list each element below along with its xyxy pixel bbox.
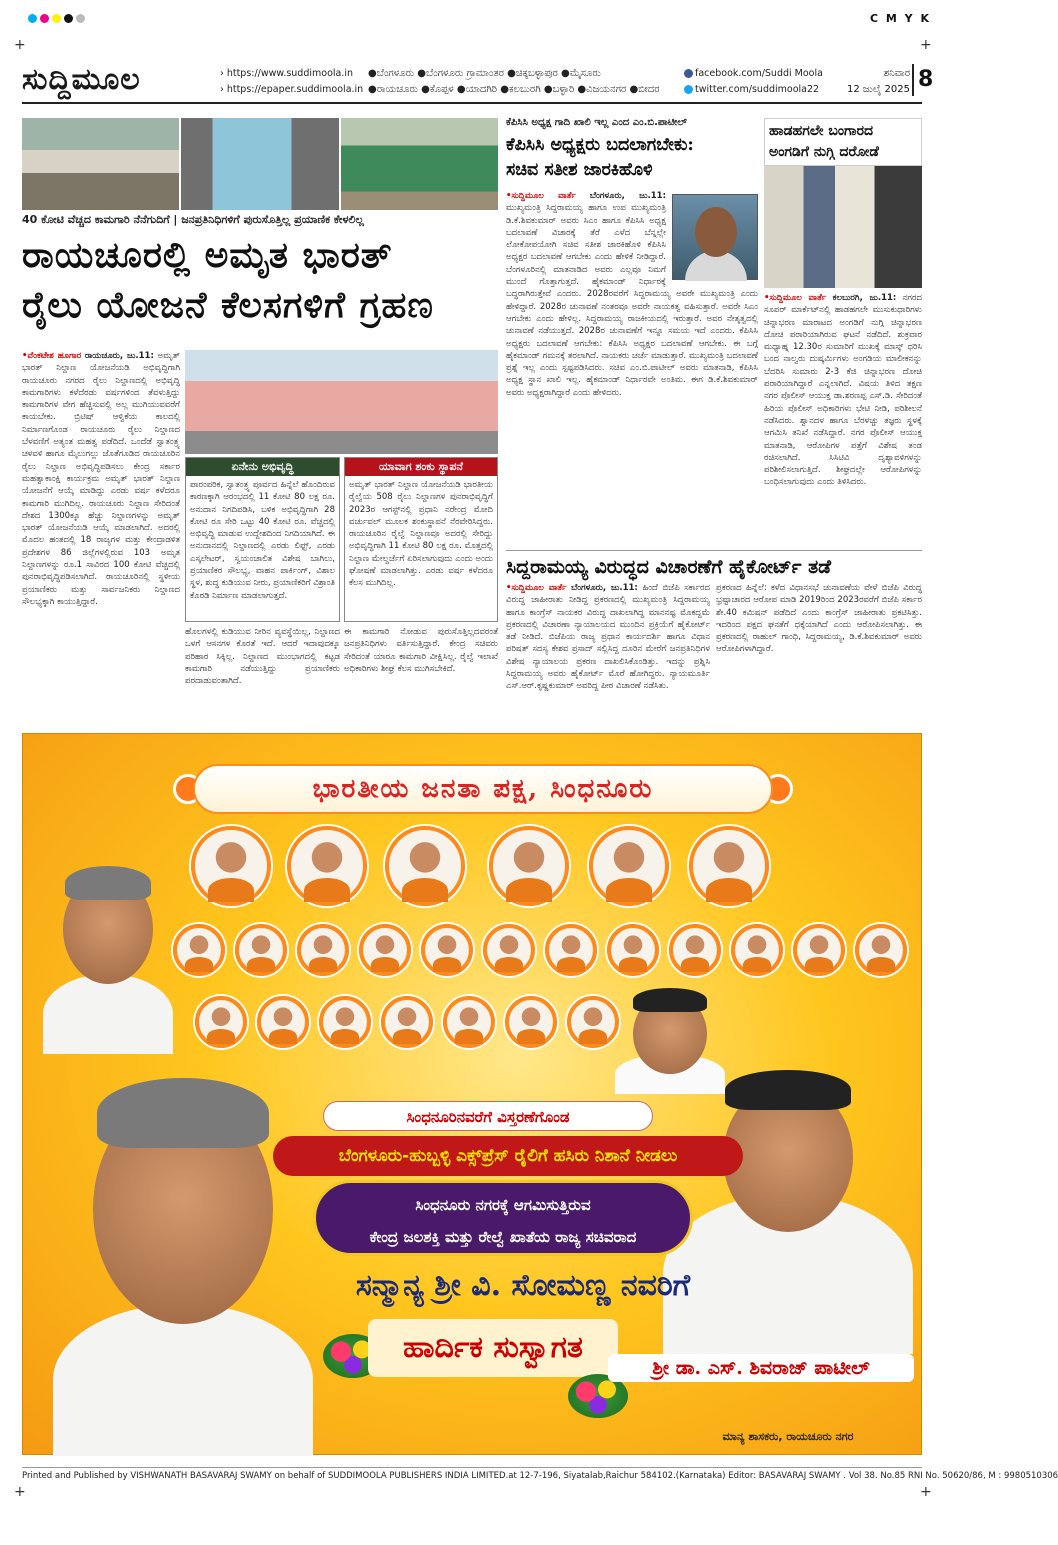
kpcc-dateline: ಬೆಂಗಳೂರು, ಜು.11: [589, 191, 666, 201]
highcourt-text: ಹಿಂದೆ ಬಿಜೆಪಿ ಸರ್ಕಾರದ ವಿರುದ್ಧ ಜಾಹೀರಾತು ನೀಡಿದ್ದ ಪ್ರಕರಣದಲ್ಲಿ ಮುಖ್ಯಮಂತ್ರಿ ಸಿದ್ದರಾಮಯ್ಯ ಹಾಗೂ ಕಾಂಗ್ರೆಸ್ ನಾಯಕರ ವಿರುದ್ಧ ದಾಖಲಾಗಿದ್ದ ಮಾನನಷ್ಟ ಮೊಕದ್ದಮೆ ಪ್ರಕರಣದಲ್ಲಿ ವಿಚಾರಣಾ ನ್ಯಾಯಾಲಯದ ಮುಂದಿನ ಪ್ರಕ್ರಿಯೆಗೆ ಹೈಕೋರ್ಟ್ ತಡೆ ನೀಡಿದೆ. ಬಿಜೆಪಿಯ ರಾಜ್ಯ ಪ್ರಧಾನ ಕಾರ್ಯದರ್ಶಿ ಹಾಗೂ ವಿಧಾನ ಪರಿಷತ್ ಸದಸ್ಯ ಕೇಶವ ಪ್ರಸಾದ್ ಸಲ್ಲಿಸಿದ್ದ ದೂರಿನ ಮೇರೆಗೆ ಜನಪ್ರತಿನಿಧಿಗಳ ವಿಶೇಷ ನ್ಯಾಯಾಲಯ ಪ್ರಕರಣ ದಾಖಲಿಸಿಕೊಂಡಿತ್ತು. ಇದನ್ನು ಪ್ರಶ್ನಿಸಿ ಸಿದ್ದರಾಮಯ್ಯ ಅವರು ಹೈಕೋರ್ಟ್ ಮೊರೆ ಹೋಗಿದ್ದರು. ನ್ಯಾಯಮೂರ್ತಿ ಎಸ್.ಆರ್.ಕೃಷ್ಣಕುಮಾರ್ ಅವರಿದ್ದ ಪೀಠ ವಿಚಾರಣೆ ನಡೆಸಿತು. [506, 583, 711, 692]
leader-photo [793, 924, 845, 976]
leader-photo [689, 826, 769, 906]
highcourt-byline: •ಸುದ್ದಿಮೂಲ ವಾರ್ತೆ [506, 583, 567, 593]
issue-date-text: 12 ಜುಲೈ 2025 [847, 84, 910, 95]
kpcc-headline-line: ಸಚಿವ ಸತೀಶ ಜಾರಕಿಹೊಳಿ [506, 160, 653, 180]
issue-date [830, 66, 910, 98]
crop-mark: + [14, 37, 26, 53]
lead-column [22, 350, 180, 720]
robbery-headline [764, 118, 922, 166]
lead-photo-strip [22, 118, 498, 210]
foundation-info-box [344, 457, 498, 622]
facebook-icon [684, 69, 693, 78]
ad-invite-box [313, 1180, 693, 1256]
info-box-text: ಪಾರಂಪರಿಕ, ಸ್ವಾತಂತ್ರ್ಯ ಪೂರ್ವದ ಹಿನ್ನೆಲೆ ಹೊಂದಿರುವ ಕಾರಣಕ್ಕಾಗಿ ಆರಂಭದಲ್ಲಿ 11 ಕೋಟಿ 80 ಲಕ್ಷ ರೂ. ಅನುದಾನ ನಿಗದಿಪಡಿಸಿ, ಬಳಿಕ ಅಭಿವೃದ್ಧಿಗಾಗಿ 28 ಕೋಟಿ ರೂ ಸೇರಿ ಒಟ್ಟು 40 ಕೋಟಿ ರೂ. ವೆಚ್ಚದಲ್ಲಿ ಅಭಿವೃದ್ಧಿ ಮಾಡುವ ಉದ್ದೇಶದಿಂದ ನಿಗದಿಯಾಗಿದೆ. ಈ ಅನುದಾನದಲ್ಲಿ ನಿಲ್ದಾಣದಲ್ಲಿ ಎರಡು ಲಿಫ್ಟ್, ಎರಡು ಎಸ್ಕಲೇಟರ್, ಸ್ವಯಂಚಾಲಿತ ವಿಶೇಷ ಬಾಗಿಲು, ಪ್ರಯಾಣಿಕರ ಸೌಲಭ್ಯ, ವಾಹನ ಪಾರ್ಕಿಂಗ್, ವಿಶಾಲ ಸ್ಥಳ, ಶುದ್ಧ ಕುಡಿಯುವ ನೀರು, ಪ್ರಯಾಣಿಕರಿಗೆ ವಿಶ್ರಾಂತಿ ಕೊಠಡಿ ನಿರ್ಮಾಣ ಮಾಡಲಾಗುತ್ತದೆ. [190, 480, 335, 601]
print-line: Printed and Published by VISHWANATH BASAVARAJ SWAMY on behalf of SUDDIMOOLA PUBLISHERS INDIA LIMITED.at 12-7-196, Siyatalab,Raichur 584102.(Karnataka) Editor: BASAVARAJ SWAMY . Vol 38. No.85 RNI No. 50620/86, M : 9980510306 [22, 1467, 922, 1481]
leader-photo [319, 996, 371, 1048]
twitter-link[interactable]: twitter.com/suddimoola22 [695, 84, 820, 95]
lead-headline-line: ರೈಲು ಯೋಜನೆ ಕೆಲಸಗಳಿಗೆ ಗ್ರಹಣ [22, 284, 434, 326]
lead-byline: •ವೆಂಕಟೇಶ ಹೂಗಾರ [22, 351, 82, 361]
highcourt-column [506, 582, 710, 722]
leader-photo [607, 924, 659, 976]
ad-line: ಬೆಂಗಳೂರು-ಹುಬ್ಬಳ್ಳಿ ಎಕ್ಸ್‌ಪ್ರೆಸ್ ರೈಲಿಗೆ ಹಸಿರು ನಿಶಾನೆ ನೀಡಲು [273, 1136, 743, 1176]
highcourt-column: ಪ್ರಕರಣದ ಹಿನ್ನೆಲೆ: ಕಳೆದ ವಿಧಾನಸಭೆ ಚುನಾವಣೆಯ ವೇಳೆ ಬಿಜೆಪಿ ವಿರುದ್ಧ ಭ್ರಷ್ಟಾಚಾರದ ಆರೋಪ ಮಾಡಿ 2019ರಿಂದ 2023ರವರೆಗೆ ಬಿಜೆಪಿ ಸರ್ಕಾರ ಶೇ.40 ಕಮಿಷನ್ ಪಡೆದಿದೆ ಎಂದು ಕಾಂಗ್ರೆಸ್ ಜಾಹೀರಾತು ಪ್ರಕಟಿಸಿತ್ತು. ಇದರಿಂದ ಪಕ್ಷದ ಘನತೆಗೆ ಧಕ್ಕೆಯಾಗಿದೆ ಎಂದು ಆರೋಪಿಸಲಾಗಿತ್ತು. ಈ ಪ್ರಕರಣದಲ್ಲಿ ರಾಹುಲ್ ಗಾಂಧಿ, ಸಿದ್ದರಾಮಯ್ಯ, ಡಿ.ಕೆ.ಶಿವಕುಮಾರ್ ಅವರು ಆರೋಪಿಗಳಾಗಿದ್ದಾರೆ. [716, 583, 922, 655]
leader-photo [173, 924, 225, 976]
leader-photo [567, 996, 619, 1048]
robbery-dateline: ಕಲಬುರಗಿ, ಜು.11: [832, 293, 897, 303]
kpcc-text: ಮುಖ್ಯಮಂತ್ರಿ ಸಿದ್ದರಾಮಯ್ಯ ಹಾಗೂ ಉಪ ಮುಖ್ಯಮಂತ್ರಿ ಡಿ.ಕೆ.ಶಿವಕುಮಾರ್ ಅವರು ಸಿಎಂ ಹಾಗೂ ಕೆಪಿಸಿಸಿ ಅಧ್ಯಕ್ಷ ಬದಲಾವಣೆ ವಿಚಾರಕ್ಕೆ ತೆರೆ ಎಳೆದ ಬೆನ್ನಲ್ಲೇ ಲೋಕೋಪಯೋಗಿ ಸಚಿವ ಸತೀಶ ಜಾರಕಿಹೊಳಿ ಕೆಪಿಸಿಸಿ ಅಧ್ಯಕ್ಷರ ಬದಲಾವಣೆ ಆಗಬೇಕು ಎಂದು ಹೇಳಿಕೆ ನೀಡಿದ್ದಾರೆ. ಬೆಂಗಳೂರಿನಲ್ಲಿ ಮಾತನಾಡಿದ ಅವರು ಎಲ್ಲವೂ ನಿಮಗೆ ಮುಂದೆ ಗೊತ್ತಾಗುತ್ತದೆ. ಹೈಕಮಾಂಡ್ ನಿರ್ಧಾರಕ್ಕೆ ಬದ್ಧರಾಗಿರುತ್ತೇವೆ ಎಂದರು. 2028ರವರೆಗೆ ಸಿದ್ದರಾಮಯ್ಯ ಅವರೇ ಮುಖ್ಯಮಂತ್ರಿ ಎಂದು ಹೇಳಿದ್ದಾರೆ. 2028ರ ಚುನಾವಣೆ ನಂತರವೂ ಅವರೇ ನಾಯಕತ್ವ ವಹಿಸುತ್ತಾರೆ. ಅವರೇ ಸಿಎಂ ಆಗಬೇಕು ಎಂದು ಹೇಳಿಲ್ಲ. ಸಿದ್ದರಾಮಯ್ಯ ರಾಜಕೀಯದಲ್ಲಿ ಇರುತ್ತಾರೆ. ಅವರ ನೇತೃತ್ವದಲ್ಲಿ ಚುನಾವಣೆ ನಡೆಯುತ್ತದೆ. 2028ರ ಚುನಾವಣೆಗೆ ಇನ್ನೂ ಸಮಯ ಇದೆ ಎಂದರು. ಕೆಪಿಸಿಸಿ ಅಧ್ಯಕ್ಷರು ಬದಲಾವಣೆ ಆಗಬೇಕು: ಕೆಪಿಸಿಸಿ ಅಧ್ಯಕ್ಷರ ಬದಲಾವಣೆ ಆಗಬೇಕು. ಈ ಬಗ್ಗೆ ಹೈಕಮಾಂಡ್ ಗಮನಕ್ಕೆ ತರಲಾಗಿದೆ. ನಾಯಕರು ಚರ್ಚೆ ಮಾಡುತ್ತಾರೆ. ಮುಖ್ಯಮಂತ್ರಿ ಬದಲಾವಣೆ ಪ್ರಶ್ನೆ ಇಲ್ಲ ಎಂದು ಸ್ಪಷ್ಟಪಡಿಸಿದರು. ಸಚಿವ ಎಂ.ಬಿ.ಪಾಟೀಲ್ ಅವರು ಮಾತನಾಡಿ, ಕೆಪಿಸಿಸಿ ಅಧ್ಯಕ್ಷ ಸ್ಥಾನ ಖಾಲಿ ಇಲ್ಲ. ಹೈಕಮಾಂಡ್ ನಿರ್ಧಾರವೇ ಅಂತಿಮ. ಈಗ ಡಿ.ಕೆ.ಶಿವಕುಮಾರ್ ಅವರು ಅಧ್ಯಕ್ಷರಾಗಿದ್ದಾರೆ ಎಂದು ಹೇಳಿದರು. [506, 203, 758, 398]
leader-photo [381, 996, 433, 1048]
leader-photo [359, 924, 411, 976]
edition-cities [368, 66, 688, 98]
cities-line: ●ರಾಯಚೂರು ●ಕೊಪ್ಪಳ ●ಯಾದಗಿರಿ ●ಕಲಬುರಗಿ ●ಬಳ್ಳಾರಿ ●ವಿಜಯನಗರ ●ಬೀದರ [368, 84, 660, 95]
kpcc-body [506, 190, 758, 540]
facebook-link[interactable]: facebook.com/Suddi Moola [695, 68, 823, 79]
robbery-body [764, 292, 922, 542]
leader-photo [731, 924, 783, 976]
welcome-text: ಹಾರ್ದಿಕ ಸುಸ್ವಾಗತ [368, 1319, 618, 1377]
guest-name: ಸನ್ಮಾನ್ಯ ಶ್ರೀ ವಿ. ಸೋಮಣ್ಣ ನವರಿಗೆ [355, 1268, 691, 1303]
newspaper-logo: ಸುದ್ದಿಮೂಲ [22, 62, 141, 97]
issue-day: ಶನಿವಾರ [883, 68, 910, 79]
kpcc-kicker: ಕೆಪಿಸಿಸಿ ಅಧ್ಯಕ್ಷ ಗಾದಿ ಖಾಲಿ ಇಲ್ಲ ಎಂದ ಎಂ.ಬಿ.ಪಾಟೀಲ್ [506, 117, 687, 128]
leader-photo [191, 826, 271, 906]
leader-photo [421, 924, 473, 976]
leader-photo [489, 826, 569, 906]
robbery-headline-line: ಹಾಡಹಗಲೇ ಬಂಗಾರದ [769, 123, 874, 139]
satish-jarkiholi-photo [672, 194, 758, 280]
cmyk-label: C M Y K [870, 12, 931, 25]
raichur-station-photo [185, 350, 498, 454]
ad-title: ಭಾರತೀಯ ಜನತಾ ಪಕ್ಷ, ಸಿಂಧನೂರು [193, 764, 773, 814]
v-somanna-photo [53, 1064, 313, 1456]
shivaraj-patil-photo [663, 1064, 913, 1354]
host-name: ಶ್ರೀ ಡಾ. ಎಸ್. ಶಿವರಾಜ್ ಪಾಟೀಲ್ [608, 1354, 914, 1382]
info-box-title: ಏನೇನು ಅಭಿವೃದ್ಧಿ [186, 458, 339, 476]
info-box-title: ಯಾವಾಗ ಶಂಕು ಸ್ಥಾಪನೆ [345, 458, 497, 476]
color-registration-dots [28, 14, 85, 23]
leader-photo [257, 996, 309, 1048]
crop-mark: + [920, 1484, 932, 1500]
epaper-url[interactable]: https://epaper.suddimoola.in [226, 84, 364, 95]
crop-mark: + [14, 1484, 26, 1500]
lead-column: ಹೊಲಗಳಲ್ಲಿ ಕುಡಿಯುವ ನೀರಿನ ವ್ಯವಸ್ಥೆಯಿಲ್ಲ, ನಿಲ್ದಾಣದ ಒಳಗೆ ಆಸನಗಳ ಕೊರತೆ ಇದೆ. ಆದರೆ ಇದಾವುದಕ್ಕೂ ಪರಿಹಾರ ಸಿಕ್ಕಿಲ್ಲ. ನಿಲ್ದಾಣದ ಮುಂಭಾಗದಲ್ಲಿ ಕಟ್ಟಡ ಕಾಮಗಾರಿ ನಡೆಯುತ್ತಿದ್ದು ಪ್ರಯಾಣಿಕರು ಪರದಾಡುವಂತಾಗಿದೆ. [185, 627, 340, 687]
leader-photo [669, 924, 721, 976]
info-box-text: ಅಮೃತ್ ಭಾರತ್ ನಿಲ್ದಾಣ ಯೋಜನೆಯಡಿ ಭಾರತೀಯ ರೈಲ್ವೆಯ 508 ರೈಲು ನಿಲ್ದಾಣಗಳ ಪುನರಾಭಿವೃದ್ಧಿಗೆ 2023ರ ಆಗಸ್ಟ್‌ನಲ್ಲಿ ಪ್ರಧಾನಿ ನರೇಂದ್ರ ಮೋದಿ ವರ್ಚುವಲ್ ಮೂಲಕ ಶಂಕುಸ್ಥಾಪನೆ ನೆರವೇರಿಸಿದ್ದರು. ರಾಯಚೂರಿನ ರೈಲ್ವೆ ನಿಲ್ದಾಣವೂ ಅದರಲ್ಲಿ ಸೇರಿದ್ದು ಅಭಿವೃದ್ಧಿಗಾಗಿ 11 ಕೋಟಿ 80 ಲಕ್ಷ ರೂ. ಮೊತ್ತದಲ್ಲಿ ನಿಲ್ದಾಣ ಮೇಲ್ದರ್ಜೆಗೆ ಏರಿಸಲಾಗುವುದು ಎಂದು ಅಂದು ಘೋಷಣೆ ಮಾಡಲಾಗಿತ್ತು. ಎರಡು ವರ್ಷ ಕಳೆದರೂ ಕೆಲಸ ಮುಗಿದಿಲ್ಲ. [349, 480, 493, 589]
leader-photo [589, 826, 669, 906]
leader-photo [195, 996, 247, 1048]
leader-photo [287, 826, 367, 906]
leader-photo [443, 996, 495, 1048]
leader-photo [545, 924, 597, 976]
social-links [684, 66, 823, 98]
crop-mark: + [920, 37, 932, 53]
lead-dateline: ರಾಯಚೂರು, ಜು.11: [84, 351, 154, 361]
ad-line: ಸಿಂಧನೂರಿನವರೆಗೆ ವಿಸ್ತರಣೆಗೊಂಡ [323, 1101, 653, 1131]
lead-photo [181, 118, 338, 210]
development-info-box [185, 457, 340, 622]
host-designation: ಮಾನ್ಯ ಶಾಸಕರು, ರಾಯಚೂರು ನಗರ [722, 1430, 854, 1443]
leader-photo [385, 826, 465, 906]
leader-sunglasses-photo [615, 984, 725, 1094]
robbery-photo [764, 166, 922, 288]
leader-photo [855, 924, 907, 976]
masthead [22, 60, 934, 104]
lead-strapline: 40 ಕೋಟಿ ವೆಚ್ಚದ ಕಾಮಗಾರಿ ನೆನೆಗುದಿಗೆ | ಜನಪ್ರತಿನಿಧಿಗಳಿಗೆ ಪುರುಸೊತ್ತಿಲ್ಲ ಪ್ರಯಾಣಿಕ ಕೇಳಲಿಲ್ಲ [22, 213, 364, 226]
robbery-text: ನಗರದ ಸೂಪರ್ ಮಾರ್ಕೆಟ್‌ನಲ್ಲಿ ಹಾಡಹಗಲೇ ಮುಸುಕುಧಾರಿಗಳು ಚಿನ್ನಾಭರಣ ಮಾರಾಟದ ಅಂಗಡಿಗೆ ನುಗ್ಗಿ ಚಿನ್ನಾಭರಣ ದೋಚಿ ಪರಾರಿಯಾಗಿರುವ ಘಟನೆ ನಡೆದಿದೆ. ಶುಕ್ರವಾರ ಮಧ್ಯಾಹ್ನ 12.30ರ ಸುಮಾರಿಗೆ ಮುಖಕ್ಕೆ ಮಾಸ್ಕ್ ಧರಿಸಿ ಬಂದ ನಾಲ್ವರು ದುಷ್ಕರ್ಮಿಗಳು ಅಂಗಡಿಯ ಮಾಲೀಕನನ್ನು ಬೆದರಿಸಿ ಸುಮಾರು 2-3 ಕೆಜಿ ಚಿನ್ನಾಭರಣ ದೋಚಿ ಪರಾರಿಯಾಗಿದ್ದಾರೆ ಎನ್ನಲಾಗಿದೆ. ವಿಷಯ ತಿಳಿದ ತಕ್ಷಣ ನಗರ ಪೊಲೀಸ್ ಆಯುಕ್ತ ಡಾ.ಶರಣಪ್ಪ ಎಸ್.ಡಿ. ಸೇರಿದಂತೆ ಹಿರಿಯ ಪೊಲೀಸ್ ಅಧಿಕಾರಿಗಳು ಭೇಟಿ ನೀಡಿ, ಪರಿಶೀಲನೆ ನಡೆಸಿದರು. ಶ್ವಾನದಳ ಹಾಗೂ ಬೆರಳಚ್ಚು ತಜ್ಞರು ಸ್ಥಳಕ್ಕೆ ಆಗಮಿಸಿ ತನಿಖೆ ನಡೆಸಿದ್ದಾರೆ. ನಗರ ಪೊಲೀಸ್ ಆಯುಕ್ತ ಮಾತನಾಡಿ, ಆರೋಪಿಗಳ ಪತ್ತೆಗೆ ವಿಶೇಷ ತಂಡ ರಚಿಸಲಾಗಿದೆ. ಸಿಸಿಟಿವಿ ದೃಶ್ಯಾವಳಿಗಳನ್ನು ಪರಿಶೀಲಿಸಲಾಗುತ್ತಿದೆ. ಶೀಘ್ರದಲ್ಲೇ ಆರೋಪಿಗಳನ್ನು ಬಂಧಿಸಲಾಗುವುದು ಎಂದು ತಿಳಿಸಿದರು. [764, 293, 922, 488]
cities-line: ●ಬೆಂಗಳೂರು ●ಬೆಂಗಳೂರು ಗ್ರಾಮಾಂತರ ●ಚಿಕ್ಕಬಳ್ಳಾಪುರ ●ಮೈಸೂರು [368, 68, 601, 79]
website-links: › https://www.suddimoola.in › https://epaper.suddimoola.in [220, 68, 364, 95]
robbery-headline-line: ಅಂಗಡಿಗೆ ನುಗ್ಗಿ ದರೋಡೆ [769, 144, 879, 160]
kpcc-byline: •ಸುದ್ದಿಮೂಲ ವಾರ್ತೆ [506, 191, 576, 201]
ad-line: ಕೇಂದ್ರ ಜಲಶಕ್ತಿ ಮತ್ತು ರೇಲ್ವೆ ಖಾತೆಯ ರಾಜ್ಯ ಸಚಿವರಾದ [369, 1228, 637, 1246]
website-url[interactable]: https://www.suddimoola.in [226, 68, 354, 79]
kpcc-headline [506, 133, 758, 183]
leader-photo [297, 924, 349, 976]
bjp-welcome-advertisement [22, 733, 922, 1455]
lead-photo [22, 118, 179, 210]
leader-photo [235, 924, 287, 976]
ad-line: ಸಿಂಧನೂರು ನಗರಕ್ಕೆ ಆಗಮಿಸುತ್ತಿರುವ [415, 1196, 591, 1214]
robbery-byline: •ಸುದ್ದಿಮೂಲ ವಾರ್ತೆ [764, 293, 827, 303]
page-number: 8 [912, 64, 933, 96]
highcourt-headline: ಸಿದ್ದರಾಮಯ್ಯ ವಿರುದ್ಧದ ವಿಚಾರಣೆಗೆ ಹೈಕೋರ್ಟ್ ತಡೆ [506, 550, 922, 580]
lead-column: ಈ ಕಾಮಗಾರಿ ನೋಡುವ ಪುರುಸೊತ್ತಿಲ್ಲದವರಂತೆ ಜನಪ್ರತಿನಿಧಿಗಳು ವರ್ತಿಸುತ್ತಿದ್ದಾರೆ. ಕೇಂದ್ರ ಸಚಿವರು ಸೇರಿದಂತೆ ಯಾರೂ ಕಾಮಗಾರಿ ವೀಕ್ಷಿಸಿಲ್ಲ. ರೈಲ್ವೆ ಇಲಾಖೆ ಅಧಿಕಾರಿಗಳು ಶೀಘ್ರ ಕೆಲಸ ಮುಗಿಸಬೇಕಿದೆ. [344, 627, 498, 674]
lead-headline-line: ರಾಯಚೂರಲ್ಲಿ ಅಮೃತ ಭಾರತ್ [22, 234, 393, 276]
lead-headline [22, 230, 498, 330]
highcourt-dateline: ಬೆಂಗಳೂರು, ಜು.11: [571, 583, 638, 593]
leader-photo [483, 924, 535, 976]
twitter-icon [684, 85, 693, 94]
leader-cutout-photo [43, 854, 173, 1054]
lead-photo [341, 118, 498, 210]
kpcc-headline-line: ಕೆಪಿಸಿಸಿ ಅಧ್ಯಕ್ಷರು ಬದಲಾಗಬೇಕು: [506, 135, 694, 155]
lead-body: ಅಮೃತ್ ಭಾರತ್ ನಿಲ್ದಾಣ ಯೋಜನೆಯಡಿ ಅಭಿವೃದ್ಧಿಗಾಗಿ ರಾಯಚೂರು ನಗರದ ರೈಲು ನಿಲ್ದಾಣದಲ್ಲಿ ಅಭಿವೃದ್ಧಿ ಕಾಮಗಾರಿಗಳು ಕಳೆದೆರಡು ವರ್ಷಗಳಿಂದ ತೆವಳುತ್ತಿದ್ದು ಕಾಮಗಾರಿಗಳ ವೇಗ ಹೆಚ್ಚಿಸುವಲ್ಲಿ ಅಲ್ಲ ಮುಗಿಯುವವರೆಗೆ ಕಾಯಬೇಕು. ಬ್ರಿಟಿಷ್ ಆಳ್ವಿಕೆಯ ಕಾಲದಲ್ಲಿ ನಿರ್ಮಾಣಗೊಂಡ ರಾಯಚೂರು ರೈಲು ನಿಲ್ದಾಣದ ಬೆಳವಣಿಗೆ ಅತ್ಯಂತ ಮಹತ್ವ ಪಡೆದಿದೆ. ಒಂದೆಡೆ ಸ್ವಾತಂತ್ರ್ಯ ಚಳವಳಿ ಹಾಗೂ ಮೈಲುಗಲ್ಲು ಜೊತೆಗೂಡಿದ ರಾಯಚೂರಿನ ರೈಲು ನಿಲ್ದಾಣ ಅಭಿವೃದ್ಧಿಪಡಿಸಲು ಕೇಂದ್ರ ಸರ್ಕಾರ ಮಹತ್ವಾಕಾಂಕ್ಷಿ ಕಾರ್ಯಕ್ರಮ ಅಮೃತ್ ಭಾರತ್ ನಿಲ್ದಾಣ ಯೋಜನೆಗೆ ಆಯ್ಕೆ ಮಾಡಿದ್ದು ಎರಡು ವರ್ಷ ಕಳೆದರೂ ಕಾಮಗಾರಿ ಮುಗಿದಿಲ್ಲ. ರಾಯಚೂರು ನಿಲ್ದಾಣ ಸೇರಿದಂತೆ ದೇಶದ 1300ಕ್ಕೂ ಹೆಚ್ಚು ನಿಲ್ದಾಣಗಳನ್ನು ಅಮೃತ್ ಭಾರತ್ ಯೋಜನೆಯಡಿ ಆಯ್ಕೆ ಮಾಡಲಾಗಿದೆ. ಅದರಲ್ಲಿ ಮೊದಲ ಹಂತದಲ್ಲಿ 18 ರಾಜ್ಯಗಳ ಮತ್ತು ಕೇಂದ್ರಾಡಳಿತ ಪ್ರದೇಶಗಳ 86 ಜಿಲ್ಲೆಗಳಲ್ಲಿರುವ 103 ಅಮೃತ ನಿಲ್ದಾಣಗಳನ್ನು ರೂ.1 ಸಾವಿರದ 100 ಕೋಟಿ ವೆಚ್ಚದಲ್ಲಿ ಪುನರಾಭಿವೃದ್ಧಿಪಡಿಸಲಾಗಿದೆ. ರಾಯಚೂರಿನಲ್ಲಿ ಸ್ಥಳೀಯ ಪ್ರಯಾಣಿಕರು ಮತ್ತು ಸಾರ್ವಜನಿಕರು ನಿಲ್ದಾಣದ ಸೌಲಭ್ಯಕ್ಕಾಗಿ ಕಾಯುತ್ತಿದ್ದಾರೆ. [22, 351, 180, 607]
leader-photo [505, 996, 557, 1048]
